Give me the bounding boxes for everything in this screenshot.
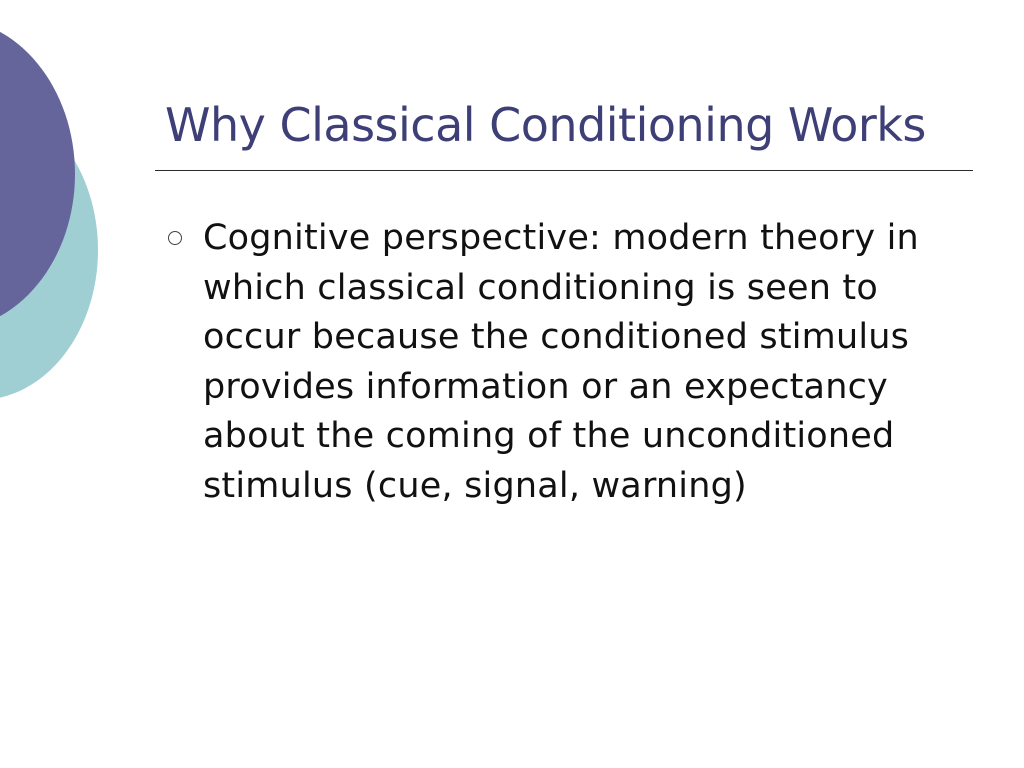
bullet-text: Cognitive perspective: modern theory in which classical conditioning is seen to occur because the conditioned stimulus provides information or an expectancy about the coming of the unconditioned stimulus (cue, signal, warning) bbox=[203, 218, 919, 506]
slide-title: Why Classical Conditioning Works bbox=[165, 98, 926, 152]
bullet-item bbox=[168, 214, 968, 511]
hollow-circle-bullet-icon bbox=[168, 231, 182, 245]
bullet-list bbox=[168, 214, 968, 511]
title-divider bbox=[155, 170, 973, 171]
